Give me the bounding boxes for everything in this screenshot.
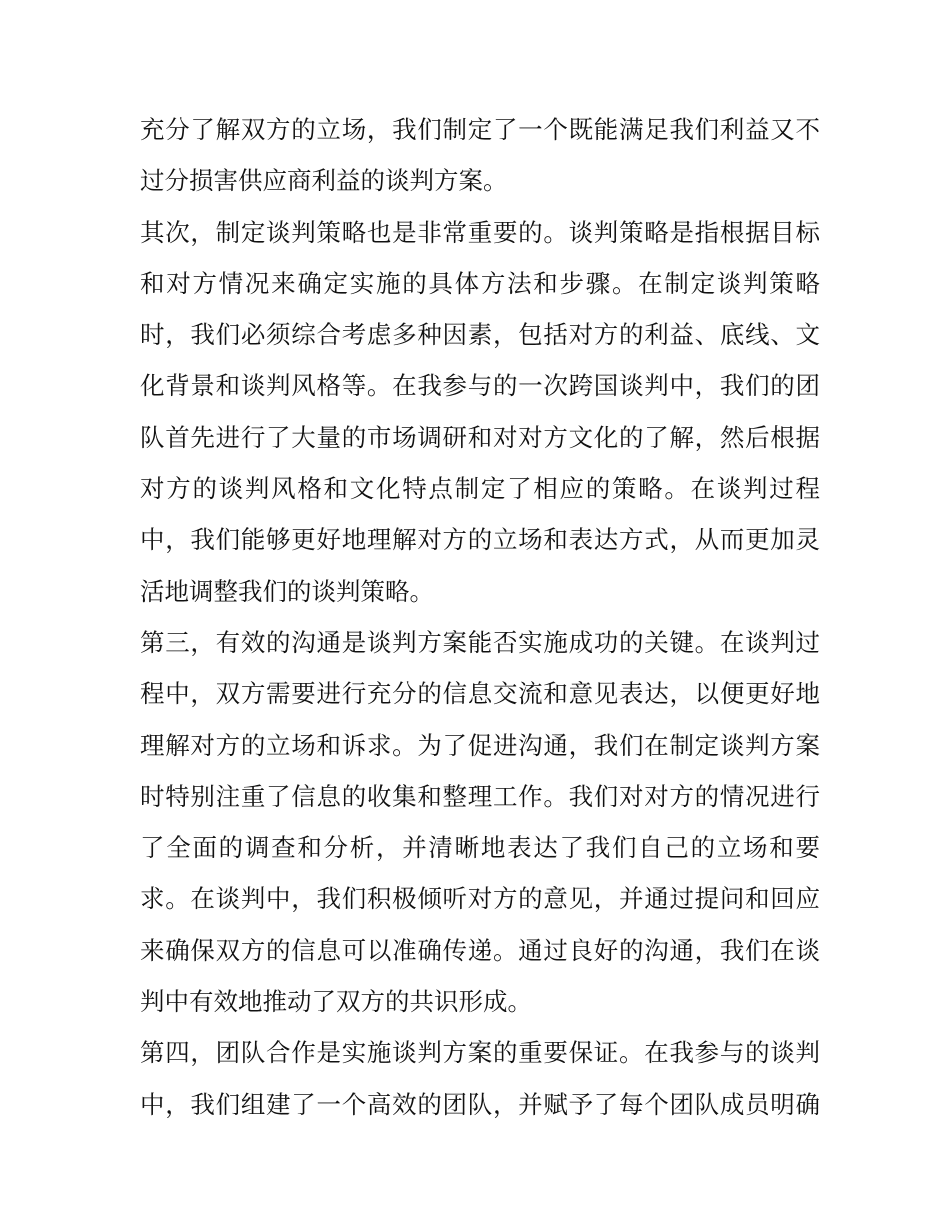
- text-line: 时特别注重了信息的收集和整理工作。我们对对方的情况进行: [140, 781, 820, 811]
- text-line: 来确保双方的信息可以准确传递。通过良好的沟通，我们在谈: [140, 935, 820, 965]
- paragraph-2: [140, 207, 820, 617]
- text-line: 时，我们必须综合考虑多种因素，包括对方的利益、底线、文: [140, 320, 820, 350]
- paragraph-1: [140, 104, 820, 207]
- text-line: 判中有效地推动了双方的共识形成。: [140, 987, 532, 1017]
- body-text: [140, 104, 820, 1130]
- text-line: 过分损害供应商利益的谈判方案。: [140, 166, 508, 196]
- text-line: 化背景和谈判风格等。在我参与的一次跨国谈判中，我们的团: [140, 371, 820, 401]
- text-line: 充分了解双方的立场，我们制定了一个既能满足我们利益又不: [140, 115, 820, 144]
- paragraph-4: [140, 1027, 820, 1130]
- text-line: 第四，团队合作是实施谈判方案的重要保证。在我参与的谈判: [140, 1038, 820, 1068]
- text-line: 中，我们能够更好地理解对方的立场和表达方式，从而更加灵: [140, 525, 820, 555]
- text-line: 求。在谈判中，我们积极倾听对方的意见，并通过提问和回应: [140, 884, 820, 914]
- text-line: 了全面的调查和分析，并清晰地表达了我们自己的立场和要: [140, 833, 820, 863]
- text-line: 理解对方的立场和诉求。为了促进沟通，我们在制定谈判方案: [140, 730, 820, 760]
- paragraph-3: [140, 617, 820, 1027]
- text-line: 和对方情况来确定实施的具体方法和步骤。在制定谈判策略: [140, 268, 820, 298]
- text-line: 中，我们组建了一个高效的团队，并赋予了每个团队成员明确: [140, 1089, 820, 1119]
- text-line: 程中，双方需要进行充分的信息交流和意见表达，以便更好地: [140, 679, 820, 709]
- text-line: 活地调整我们的谈判策略。: [140, 576, 434, 606]
- text-line: 队首先进行了大量的市场调研和对对方文化的了解，然后根据: [140, 422, 820, 452]
- text-line: 其次，制定谈判策略也是非常重要的。谈判策略是指根据目标: [140, 217, 820, 247]
- text-line: 第三，有效的沟通是谈判方案能否实施成功的关键。在谈判过: [140, 627, 820, 657]
- text-line: 对方的谈判风格和文化特点制定了相应的策略。在谈判过程: [140, 474, 820, 504]
